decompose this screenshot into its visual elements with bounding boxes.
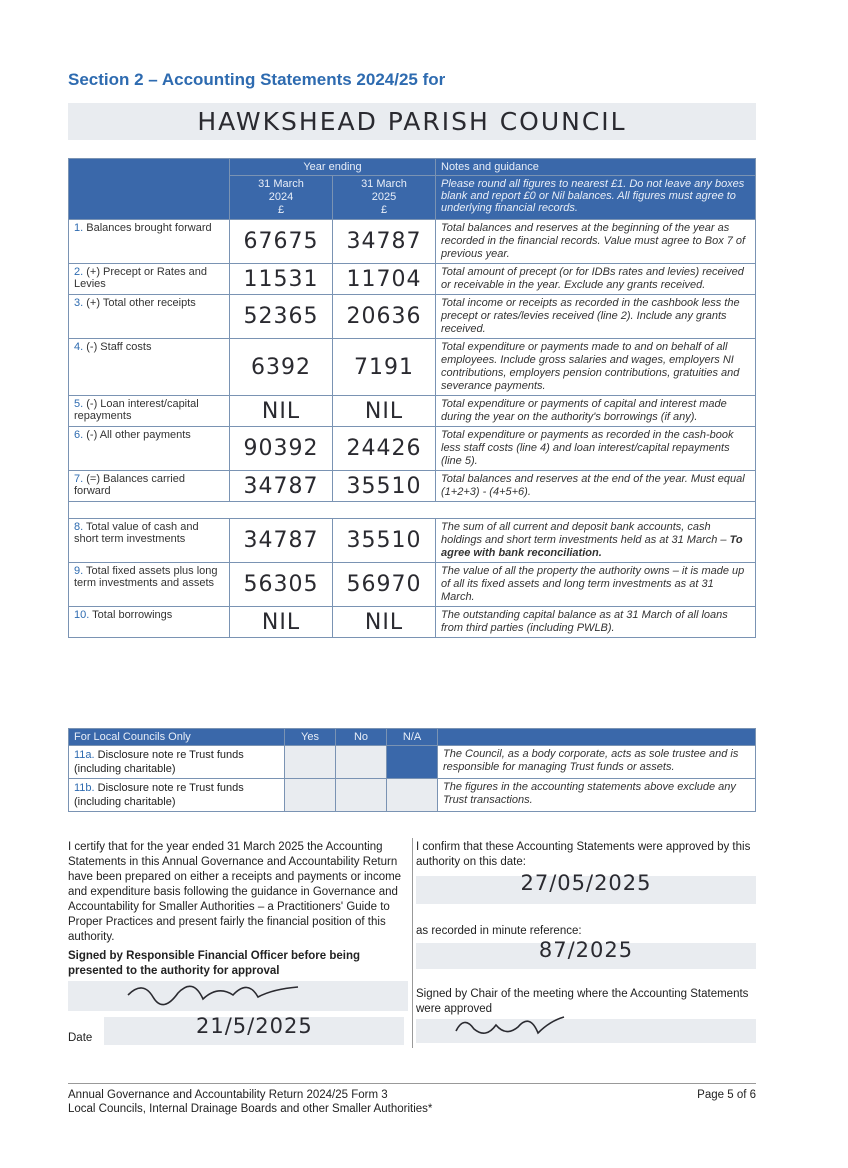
value-2024: 56305 bbox=[230, 563, 333, 607]
section-divider bbox=[412, 838, 413, 1048]
statement-row bbox=[69, 427, 756, 471]
footer bbox=[68, 1083, 756, 1116]
statement-row bbox=[69, 607, 756, 638]
page-number: Page 5 of 6 bbox=[697, 1089, 756, 1101]
statement-row bbox=[69, 220, 756, 264]
row-note-text: Total expenditure or payments of capital and interest made during the year on the authority's borrowings (if any). bbox=[441, 398, 727, 423]
row-note bbox=[436, 264, 756, 295]
row-number: 10. bbox=[74, 609, 90, 621]
row-label bbox=[69, 519, 230, 563]
value-2025: NIL bbox=[333, 607, 436, 638]
na-checkbox[interactable] bbox=[387, 746, 438, 779]
row-note bbox=[436, 519, 756, 563]
row-label-text: (+) Total other receipts bbox=[86, 297, 196, 309]
row-number: 6. bbox=[74, 429, 84, 441]
row-note-text: Total income or receipts as recorded in the cashbook less the precept or rates/levies received (line 2). Include any grants received. bbox=[441, 297, 740, 335]
row-note bbox=[436, 396, 756, 427]
row-note-bold: To agree with bank reconciliation. bbox=[441, 534, 743, 559]
value-2025: 34787 bbox=[333, 220, 436, 264]
row-label bbox=[69, 607, 230, 638]
value-2024: 34787 bbox=[230, 519, 333, 563]
row-number: 3. bbox=[74, 297, 84, 309]
approval-text: I confirm that these Accounting Statements were approved by this authority on this date: bbox=[416, 841, 751, 868]
lc-row-label-text: Disclosure note re Trust funds (including charitable) bbox=[74, 782, 244, 808]
rfo-date: 21/5/2025 bbox=[196, 1014, 313, 1038]
row-label-text: Total fixed assets plus long term investments and assets bbox=[74, 565, 218, 589]
lc-row-number: 11b. bbox=[74, 782, 95, 794]
lc-row-note: The figures in the accounting statements above exclude any Trust transactions. bbox=[438, 779, 756, 812]
row-label bbox=[69, 339, 230, 396]
chair-signed-label: Signed by Chair of the meeting where the Accounting Statements were approved bbox=[416, 988, 749, 1015]
row-note-text: The sum of all current and deposit bank accounts, cash holdings and short term investments held as at 31 March – bbox=[441, 521, 727, 546]
col-2024-header: 31 March 2024 £ bbox=[230, 176, 333, 220]
row-label-text: Balances brought forward bbox=[86, 222, 212, 234]
date-label: Date bbox=[68, 1032, 93, 1044]
row-number: 1. bbox=[74, 222, 84, 234]
chair-signature-box bbox=[416, 1019, 756, 1043]
value-2024: 67675 bbox=[230, 220, 333, 264]
certification-text: I certify that for the year ended 31 March 2025 the Accounting Statements in this Annual Governance and Accountability Return have been prepared on either a receipts and payments or income and expenditure basis following the guidance in Governance and Accountability for Smaller Authorities – a Practitioners' Guide to Proper Practices and present fairly the financial position of this authority. bbox=[68, 841, 402, 943]
value-2025: 11704 bbox=[333, 264, 436, 295]
value-2024: 52365 bbox=[230, 295, 333, 339]
statement-row bbox=[69, 396, 756, 427]
rfo-signed-label: Signed by Responsible Financial Officer before being presented to the authority for approval bbox=[68, 950, 361, 977]
row-label-text: (-) Staff costs bbox=[86, 341, 152, 353]
lc-row-label bbox=[69, 779, 285, 812]
row-label bbox=[69, 295, 230, 339]
lc-row-number: 11a. bbox=[74, 749, 95, 761]
row-number: 5. bbox=[74, 398, 84, 410]
value-2024: 6392 bbox=[230, 339, 333, 396]
minute-reference: 87/2025 bbox=[538, 938, 634, 962]
na-checkbox[interactable] bbox=[387, 779, 438, 812]
local-council-row bbox=[69, 779, 756, 812]
row-label-text: (=) Balances carried forward bbox=[74, 473, 185, 497]
local-councils-table bbox=[68, 728, 756, 812]
value-2024: NIL bbox=[230, 607, 333, 638]
lc-row-note: The Council, as a body corporate, acts as sole trustee and is responsible for managing Trust funds or assets. bbox=[438, 746, 756, 779]
yes-header: Yes bbox=[285, 729, 336, 746]
row-label bbox=[69, 427, 230, 471]
row-number: 2. bbox=[74, 266, 84, 278]
row-label bbox=[69, 471, 230, 502]
row-number: 4. bbox=[74, 341, 84, 353]
row-label bbox=[69, 396, 230, 427]
statement-row bbox=[69, 563, 756, 607]
row-number: 9. bbox=[74, 565, 84, 577]
minute-label: as recorded in minute reference: bbox=[416, 925, 582, 937]
value-2024: 90392 bbox=[230, 427, 333, 471]
row-label bbox=[69, 220, 230, 264]
value-2025: 35510 bbox=[333, 471, 436, 502]
footer-line-1: Annual Governance and Accountability Return 2024/25 Form 3 bbox=[68, 1089, 388, 1101]
lc-row-label-text: Disclosure note re Trust funds (including charitable) bbox=[74, 749, 244, 775]
statement-row bbox=[69, 339, 756, 396]
rfo-signature-box bbox=[68, 981, 408, 1011]
value-2024: 34787 bbox=[230, 471, 333, 502]
section-title: Section 2 – Accounting Statements 2024/25 for bbox=[68, 70, 446, 89]
no-checkbox[interactable] bbox=[336, 779, 387, 812]
row-note-text: Total amount of precept (or for IDBs rates and levies) received or receivable in the year. Exclude any grants received. bbox=[441, 266, 744, 291]
row-note bbox=[436, 220, 756, 264]
value-2024: NIL bbox=[230, 396, 333, 427]
row-label-text: (+) Precept or Rates and Levies bbox=[74, 266, 208, 290]
no-checkbox[interactable] bbox=[336, 746, 387, 779]
certification-section bbox=[68, 840, 408, 1049]
row-note-text: Total balances and reserves at the end of the year. Must equal (1+2+3) - (4+5+6). bbox=[441, 473, 745, 498]
no-header: No bbox=[336, 729, 387, 746]
approval-date: 27/05/2025 bbox=[520, 871, 652, 895]
row-note-text: Total balances and reserves at the beginning of the year as recorded in the financial records. Value must agree to Box 7 of previous year. bbox=[441, 222, 746, 260]
yes-checkbox[interactable] bbox=[285, 779, 336, 812]
footer-line-2: Local Councils, Internal Drainage Boards and other Smaller Authorities* bbox=[68, 1103, 433, 1115]
row-label-text: (-) All other payments bbox=[86, 429, 191, 441]
yes-checkbox[interactable] bbox=[285, 746, 336, 779]
year-ending-header: Year ending bbox=[230, 159, 436, 176]
row-label-text: (-) Loan interest/capital repayments bbox=[74, 398, 199, 422]
row-number: 8. bbox=[74, 521, 84, 533]
row-note-text: Total expenditure or payments made to and on behalf of all employees. Include gross salaries and wages, employers NI contributions, employers pension contributions, gratuities and severance payments. bbox=[441, 341, 740, 392]
statement-row bbox=[69, 519, 756, 563]
row-label-text: Total borrowings bbox=[92, 609, 173, 621]
statement-row bbox=[69, 471, 756, 502]
rfo-signature bbox=[123, 975, 323, 1009]
statement-row bbox=[69, 295, 756, 339]
accounting-statements-table bbox=[68, 158, 756, 638]
lc-row-label bbox=[69, 746, 285, 779]
row-note bbox=[436, 295, 756, 339]
row-number: 7. bbox=[74, 473, 84, 485]
notes-header: Notes and guidance bbox=[436, 159, 756, 176]
row-note bbox=[436, 607, 756, 638]
col-2025-header: 31 March 2025 £ bbox=[333, 176, 436, 220]
chair-signature bbox=[446, 1009, 586, 1045]
local-councils-heading: For Local Councils Only bbox=[69, 729, 285, 746]
row-label-text: Total value of cash and short term investments bbox=[74, 521, 199, 545]
council-name: HAWKSHEAD PARISH COUNCIL bbox=[197, 107, 627, 136]
approval-section bbox=[416, 840, 756, 1043]
row-note bbox=[436, 471, 756, 502]
value-2025: 56970 bbox=[333, 563, 436, 607]
value-2024: 11531 bbox=[230, 264, 333, 295]
value-2025: 20636 bbox=[333, 295, 436, 339]
statement-row bbox=[69, 264, 756, 295]
row-note bbox=[436, 427, 756, 471]
approval-date-box bbox=[416, 871, 756, 904]
guidance-note: Please round all figures to nearest £1. Do not leave any boxes blank and report £0 or Nil balances. All figures must agree to underlying financial records. bbox=[436, 176, 756, 220]
value-2025: 7191 bbox=[333, 339, 436, 396]
row-note-text: Total expenditure or payments as recorded in the cash-book less staff costs (line 4) and loan interest/capital repayments (line 5). bbox=[441, 429, 734, 467]
row-note bbox=[436, 339, 756, 396]
value-2025: NIL bbox=[333, 396, 436, 427]
row-note-text: The outstanding capital balance as at 31 March of all loans from third parties (including PWLB). bbox=[441, 609, 728, 634]
na-header: N/A bbox=[387, 729, 438, 746]
row-label bbox=[69, 563, 230, 607]
minute-box bbox=[416, 938, 756, 969]
row-note-text: The value of all the property the authority owns – it is made up of all its fixed assets and long term investments as at 31 March. bbox=[441, 565, 745, 603]
row-note bbox=[436, 563, 756, 607]
value-2025: 24426 bbox=[333, 427, 436, 471]
row-label bbox=[69, 264, 230, 295]
local-council-row bbox=[69, 746, 756, 779]
value-2025: 35510 bbox=[333, 519, 436, 563]
